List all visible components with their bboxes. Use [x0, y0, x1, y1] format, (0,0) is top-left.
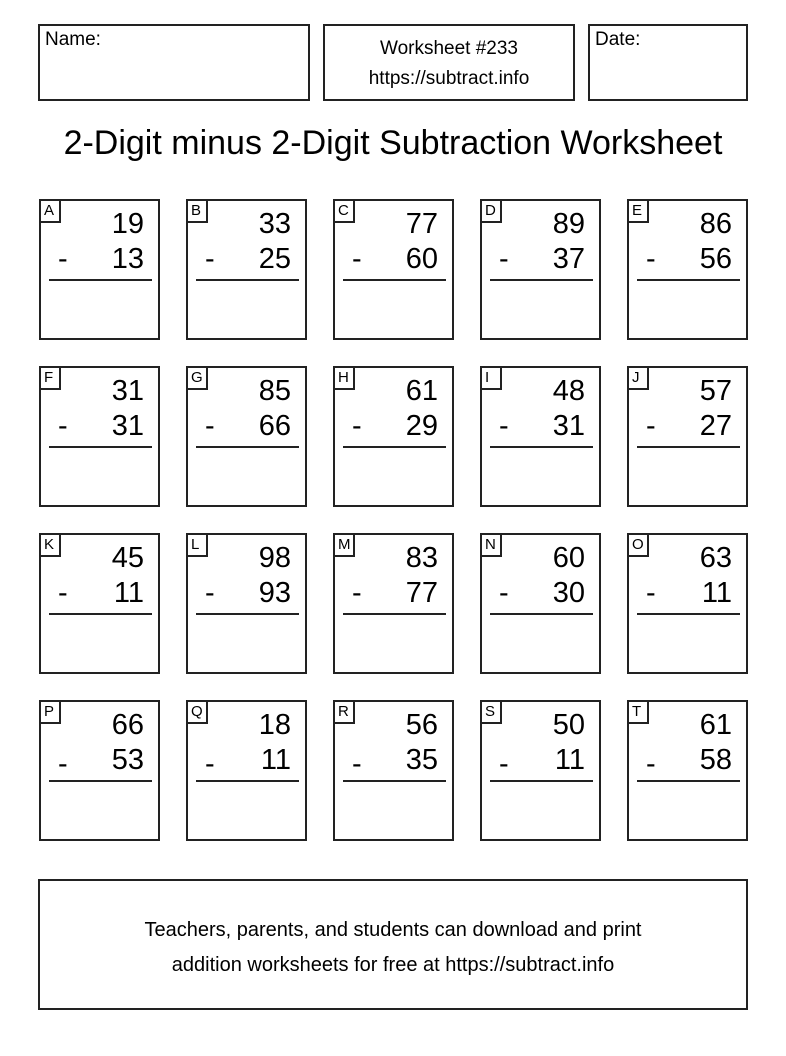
problem-letter: K [39, 533, 61, 557]
answer-line [637, 780, 740, 782]
problem-card[interactable] [480, 199, 601, 340]
answer-line [196, 613, 299, 615]
answer-line [343, 613, 446, 615]
problem-card[interactable] [627, 533, 748, 674]
minuend: 98 [258, 542, 291, 574]
answer-line [490, 780, 593, 782]
problem-card[interactable] [39, 366, 160, 507]
minuend: 45 [111, 542, 144, 574]
answer-line [490, 613, 593, 615]
problem-letter: J [627, 366, 649, 390]
subtrahend: 60 [405, 243, 438, 275]
problem-letter: I [480, 366, 502, 390]
minuend: 61 [699, 709, 732, 741]
problem-letter: H [333, 366, 355, 390]
minus-sign: - [646, 410, 656, 442]
problem-card[interactable] [333, 366, 454, 507]
subtrahend: 53 [111, 744, 144, 776]
minus-sign: - [499, 243, 509, 275]
answer-line [343, 780, 446, 782]
problem-card[interactable] [480, 533, 601, 674]
answer-line [49, 279, 152, 281]
subtrahend: 56 [699, 243, 732, 275]
subtrahend: 30 [552, 577, 585, 609]
minuend: 18 [258, 709, 291, 741]
subtrahend: 25 [258, 243, 291, 275]
footer-line-1: Teachers, parents, and students can download and print [144, 919, 642, 941]
answer-line [49, 780, 152, 782]
date-field-box[interactable] [588, 24, 748, 101]
problem-letter: S [480, 700, 502, 724]
problem-card[interactable] [480, 700, 601, 841]
page-title: 2-Digit minus 2-Digit Subtraction Worksheet [63, 124, 723, 162]
problem-card[interactable] [627, 366, 748, 507]
subtrahend: 66 [258, 410, 291, 442]
answer-line [49, 446, 152, 448]
problem-letter: B [186, 199, 208, 223]
minus-sign: - [646, 748, 656, 780]
minuend: 56 [405, 709, 438, 741]
minuend: 83 [405, 542, 438, 574]
worksheet-info-box [323, 24, 575, 101]
minuend: 31 [111, 375, 144, 407]
problem-card[interactable] [333, 199, 454, 340]
problem-letter: P [39, 700, 61, 724]
problem-card[interactable] [186, 533, 307, 674]
minuend: 63 [699, 542, 732, 574]
problem-letter: G [186, 366, 208, 390]
minuend: 77 [405, 208, 438, 240]
minuend: 50 [552, 709, 585, 741]
problem-card[interactable] [333, 533, 454, 674]
answer-line [343, 279, 446, 281]
problem-letter: L [186, 533, 208, 557]
answer-line [637, 446, 740, 448]
subtrahend: 13 [111, 243, 144, 275]
problem-letter: N [480, 533, 502, 557]
problem-letter: D [480, 199, 502, 223]
minuend: 89 [552, 208, 585, 240]
answer-line [196, 446, 299, 448]
subtrahend: 37 [552, 243, 585, 275]
minus-sign: - [205, 410, 215, 442]
answer-line [490, 279, 593, 281]
minus-sign: - [499, 748, 509, 780]
answer-line [490, 446, 593, 448]
problem-letter: O [627, 533, 649, 557]
problem-card[interactable] [186, 366, 307, 507]
minus-sign: - [58, 243, 68, 275]
minus-sign: - [58, 577, 68, 609]
subtrahend: 27 [699, 410, 732, 442]
minuend: 66 [111, 709, 144, 741]
minus-sign: - [352, 410, 362, 442]
footer-line-2: addition worksheets for free at https://subtract.info [171, 954, 615, 976]
answer-line [49, 613, 152, 615]
minus-sign: - [499, 577, 509, 609]
problem-letter: A [39, 199, 61, 223]
minuend: 61 [405, 375, 438, 407]
minus-sign: - [58, 410, 68, 442]
problem-card[interactable] [39, 199, 160, 340]
worksheet-site: https://subtract.info [368, 68, 530, 89]
minuend: 33 [258, 208, 291, 240]
problem-letter: F [39, 366, 61, 390]
date-label: Date: [595, 29, 641, 50]
problem-letter: Q [186, 700, 208, 724]
problem-letter: T [627, 700, 649, 724]
minus-sign: - [646, 577, 656, 609]
problem-card[interactable] [39, 700, 160, 841]
worksheet-number: Worksheet #233 [379, 38, 518, 59]
minus-sign: - [499, 410, 509, 442]
problem-card[interactable] [627, 199, 748, 340]
answer-line [343, 446, 446, 448]
minus-sign: - [352, 748, 362, 780]
minuend: 19 [111, 208, 144, 240]
answer-line [637, 613, 740, 615]
problem-letter: R [333, 700, 355, 724]
subtrahend: 58 [699, 744, 732, 776]
minuend: 85 [258, 375, 291, 407]
minuend: 57 [699, 375, 732, 407]
minus-sign: - [58, 748, 68, 780]
minuend: 86 [699, 208, 732, 240]
problem-card[interactable] [627, 700, 748, 841]
answer-line [196, 279, 299, 281]
minus-sign: - [205, 748, 215, 780]
problem-card[interactable] [186, 199, 307, 340]
problem-card[interactable] [480, 366, 601, 507]
name-field-box[interactable] [38, 24, 310, 101]
subtrahend: 31 [111, 410, 144, 442]
name-label: Name: [45, 29, 101, 50]
minus-sign: - [646, 243, 656, 275]
subtrahend: 35 [405, 744, 438, 776]
subtrahend: 29 [405, 410, 438, 442]
subtrahend: 31 [552, 410, 585, 442]
problem-letter: M [333, 533, 355, 557]
answer-line [637, 279, 740, 281]
problem-card[interactable] [333, 700, 454, 841]
minus-sign: - [205, 577, 215, 609]
problem-letter: E [627, 199, 649, 223]
answer-line [196, 780, 299, 782]
minus-sign: - [205, 243, 215, 275]
subtrahend: 93 [258, 577, 291, 609]
subtrahend: 11 [554, 744, 585, 776]
problem-card[interactable] [39, 533, 160, 674]
problem-card[interactable] [186, 700, 307, 841]
minus-sign: - [352, 577, 362, 609]
subtrahend: 11 [113, 577, 144, 609]
subtrahend: 77 [405, 577, 438, 609]
problem-letter: C [333, 199, 355, 223]
minus-sign: - [352, 243, 362, 275]
footer-note [38, 879, 748, 1010]
minuend: 60 [552, 542, 585, 574]
subtrahend: 11 [701, 577, 732, 609]
minuend: 48 [552, 375, 585, 407]
subtrahend: 11 [260, 744, 291, 776]
